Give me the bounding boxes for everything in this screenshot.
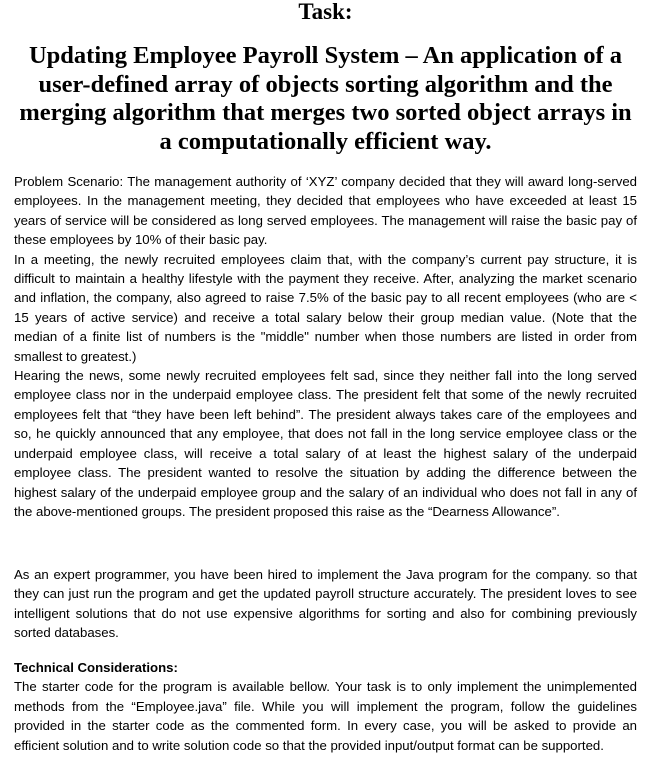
title-bold-part: Updating Employee Payroll System – (28, 42, 418, 69)
technical-considerations-heading: Technical Considerations: (14, 660, 178, 675)
task-heading: Task: (298, 0, 353, 24)
title-description: An application of a user-defined array of objects sorting algorithm and the merging algorithm that merges two sorted object arrays in a computationally efficient way. (19, 42, 632, 155)
expert-section (14, 565, 637, 643)
hearing-paragraph: Hearing the news, some newly recruited employees felt sad, since they neither fall into the long served employee class nor in the underpaid employee class. The president felt that some of the newly recruited employees felt that “they have been left behind”. The president always takes care of the employees and so, he quickly announced that any employee, that does not fall in the long service employee class or the underpaid employee class, will receive a total salary of at least the highest salary of the underpaid employee class. The president wanted to resolve the situation by adding the difference between the highest salary of the underpaid employee group and the salary of an individual who does not fall in any of the above-mentioned groups. The president proposed this raise as the “Dearness Allowance”. (14, 368, 637, 519)
expert-programmer-paragraph: As an expert programmer, you have been hired to implement the Java program for the company. so that they can just run the program and get the updated payroll structure accurately. The president loves to see intelligent solutions that do not use expensive algorithms for sorting and also for combining previously sorted databases. (14, 567, 637, 641)
technical-considerations-section (14, 658, 637, 755)
scenario-section (14, 172, 637, 521)
document-title (14, 42, 637, 156)
meeting-paragraph: In a meeting, the newly recruited employees claim that, with the company’s current pay structure, it is difficult to maintain a healthy lifestyle with the payment they receive. After, analyzing the market scenario and inflation, the company, also agreed to raise 7.5% of the basic pay to all recent employees (who are < 15 years of active service) and receive a total salary below their group median value. (Note that the median of a finite list of numbers is the "middle" number when those numbers are listed in order from smallest to greatest.) (14, 251, 637, 364)
problem-scenario-paragraph: Problem Scenario: The management authority of ‘XYZ’ company decided that they will award long-served employees. In the management meeting, they decided that employees who have exceeded at least 15 years of service will be considered as long served employees. The management will raise the basic pay of these employees by 10% of their basic pay. (14, 174, 637, 248)
technical-considerations-paragraph: The starter code for the program is available bellow. Your task is to only implement the unimplemented methods from the “Employee.java” file. While you will implement the program, follow the guidelines provided in the starter code as the commented form. In every case, you will be asked to provide an efficient solution and to write solution code so that the provided input/output format can be supported. (14, 679, 637, 753)
